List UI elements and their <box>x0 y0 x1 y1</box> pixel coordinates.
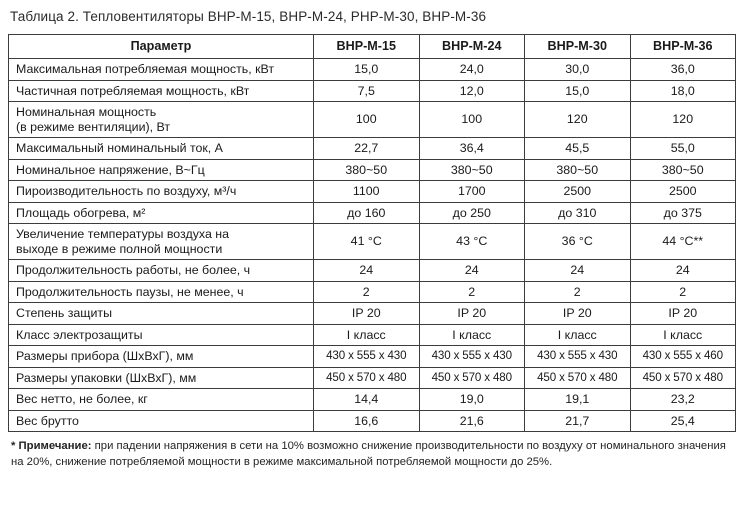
cell-value: 30,0 <box>525 59 631 81</box>
cell-value: до 250 <box>419 202 525 224</box>
cell-value: 2 <box>630 281 736 303</box>
cell-value: 380~50 <box>314 159 420 181</box>
table-row <box>9 346 736 368</box>
table-row <box>9 102 736 138</box>
table-footnote <box>11 439 733 470</box>
cell-value: 21,6 <box>419 410 525 432</box>
cell-value: IP 20 <box>525 303 631 325</box>
cell-value: 12,0 <box>419 80 525 102</box>
cell-value: 2500 <box>630 181 736 203</box>
row-parameter-label: Продолжительность работы, не более, ч <box>9 260 314 282</box>
cell-value: 380~50 <box>630 159 736 181</box>
footnote-asterisk: * <box>11 440 16 452</box>
row-parameter-label: Частичная потребляемая мощность, кВт <box>9 80 314 102</box>
cell-value: 380~50 <box>525 159 631 181</box>
specifications-table <box>8 34 736 432</box>
cell-value: 2 <box>525 281 631 303</box>
cell-value: 7,5 <box>314 80 420 102</box>
column-header-model-2: ВНР-М-24 <box>419 35 525 59</box>
footnote-label: Примечание: <box>18 440 92 452</box>
cell-value: 2 <box>314 281 420 303</box>
cell-value: 100 <box>419 102 525 138</box>
table-row <box>9 202 736 224</box>
column-header-model-1: ВНР-М-15 <box>314 35 420 59</box>
cell-value: IP 20 <box>419 303 525 325</box>
cell-value: 2 <box>419 281 525 303</box>
table-row <box>9 303 736 325</box>
cell-value: 1100 <box>314 181 420 203</box>
cell-value: 14,4 <box>314 389 420 411</box>
cell-value: 36,4 <box>419 138 525 160</box>
cell-value: 23,2 <box>630 389 736 411</box>
table-row <box>9 80 736 102</box>
cell-value: 24 <box>314 260 420 282</box>
row-parameter-label-line2: (в режиме вентиляции), Вт <box>16 119 171 134</box>
row-parameter-label: Номинальное напряжение, В~Гц <box>9 159 314 181</box>
cell-value: I класс <box>419 324 525 346</box>
cell-value: I класс <box>630 324 736 346</box>
cell-value: 55,0 <box>630 138 736 160</box>
cell-value: 450 x 570 x 480 <box>525 367 631 389</box>
table-row <box>9 224 736 260</box>
column-header-model-4: ВНР-М-36 <box>630 35 736 59</box>
cell-value: 19,0 <box>419 389 525 411</box>
cell-value: 430 x 555 x 430 <box>419 346 525 368</box>
row-parameter-label: Пироизводительность по воздуху, м³/ч <box>9 181 314 203</box>
table-row <box>9 138 736 160</box>
row-parameter-label: Площадь обогрева, м² <box>9 202 314 224</box>
cell-value: 45,5 <box>525 138 631 160</box>
cell-value: до 310 <box>525 202 631 224</box>
cell-value: 15,0 <box>525 80 631 102</box>
cell-value: 430 x 555 x 430 <box>314 346 420 368</box>
cell-value: 450 x 570 x 480 <box>419 367 525 389</box>
cell-value: 41 °C <box>314 224 420 260</box>
cell-value: IP 20 <box>630 303 736 325</box>
column-header-model-3: ВНР-М-30 <box>525 35 631 59</box>
cell-value: I класс <box>525 324 631 346</box>
row-parameter-label: Номинальная мощность (в режиме вентиляции), Вт <box>9 102 314 138</box>
cell-value: IP 20 <box>314 303 420 325</box>
cell-value: 380~50 <box>419 159 525 181</box>
row-parameter-label: Вес нетто, не более, кг <box>9 389 314 411</box>
cell-value: до 160 <box>314 202 420 224</box>
row-parameter-label: Максимальная потребляемая мощность, кВт <box>9 59 314 81</box>
cell-value: 430 x 555 x 460 <box>630 346 736 368</box>
table-row <box>9 389 736 411</box>
cell-value: до 375 <box>630 202 736 224</box>
cell-value: 2500 <box>525 181 631 203</box>
table-row <box>9 59 736 81</box>
table-row <box>9 367 736 389</box>
table-caption: Таблица 2. Тепловентиляторы ВНР-М-15, ВНР-М-24, РНР-М-30, ВНР-М-36 <box>10 9 487 24</box>
cell-value: 16,6 <box>314 410 420 432</box>
cell-value: 22,7 <box>314 138 420 160</box>
row-parameter-label: Размеры упаковки (ШхВхГ), мм <box>9 367 314 389</box>
cell-value: 21,7 <box>525 410 631 432</box>
cell-value: 24,0 <box>419 59 525 81</box>
cell-value: 100 <box>314 102 420 138</box>
header-row <box>9 35 736 59</box>
cell-value: 36 °C <box>525 224 631 260</box>
cell-value: 120 <box>630 102 736 138</box>
row-parameter-label: Степень защиты <box>9 303 314 325</box>
row-parameter-label: Продолжительность паузы, не менее, ч <box>9 281 314 303</box>
cell-value: 18,0 <box>630 80 736 102</box>
row-parameter-label: Класс электрозащиты <box>9 324 314 346</box>
cell-value: 450 x 570 x 480 <box>314 367 420 389</box>
table-body <box>9 59 736 432</box>
row-parameter-label: Увеличение температуры воздуха на выходе в режиме полной мощности <box>9 224 314 260</box>
row-parameter-label: Вес брутто <box>9 410 314 432</box>
cell-value: 450 x 570 x 480 <box>630 367 736 389</box>
table-row <box>9 260 736 282</box>
row-parameter-label: Максимальный номинальный ток, А <box>9 138 314 160</box>
table-row <box>9 410 736 432</box>
table-header <box>9 35 736 59</box>
cell-value: 24 <box>630 260 736 282</box>
table-row <box>9 281 736 303</box>
table-row <box>9 181 736 203</box>
table-row <box>9 324 736 346</box>
table-row <box>9 159 736 181</box>
row-parameter-label: Размеры прибора (ШхВхГ), мм <box>9 346 314 368</box>
cell-value: 36,0 <box>630 59 736 81</box>
cell-value: 15,0 <box>314 59 420 81</box>
cell-value: 430 x 555 x 430 <box>525 346 631 368</box>
cell-value: 24 <box>419 260 525 282</box>
cell-value: 1700 <box>419 181 525 203</box>
cell-value: 43 °C <box>419 224 525 260</box>
cell-value: 120 <box>525 102 631 138</box>
column-header-parameter: Параметр <box>9 35 314 59</box>
cell-value: 44 °C** <box>630 224 736 260</box>
cell-value: I класс <box>314 324 420 346</box>
cell-value: 24 <box>525 260 631 282</box>
cell-value: 19,1 <box>525 389 631 411</box>
footnote-text: при падении напряжения в сети на 10% возможно снижение производительности по воздуху от номинального значения на 20%, снижение потребляемой мощности в режиме максимальной потребляемой мощности до 25%. <box>11 440 726 468</box>
row-parameter-label-line2: выходе в режиме полной мощности <box>16 241 223 256</box>
cell-value: 25,4 <box>630 410 736 432</box>
